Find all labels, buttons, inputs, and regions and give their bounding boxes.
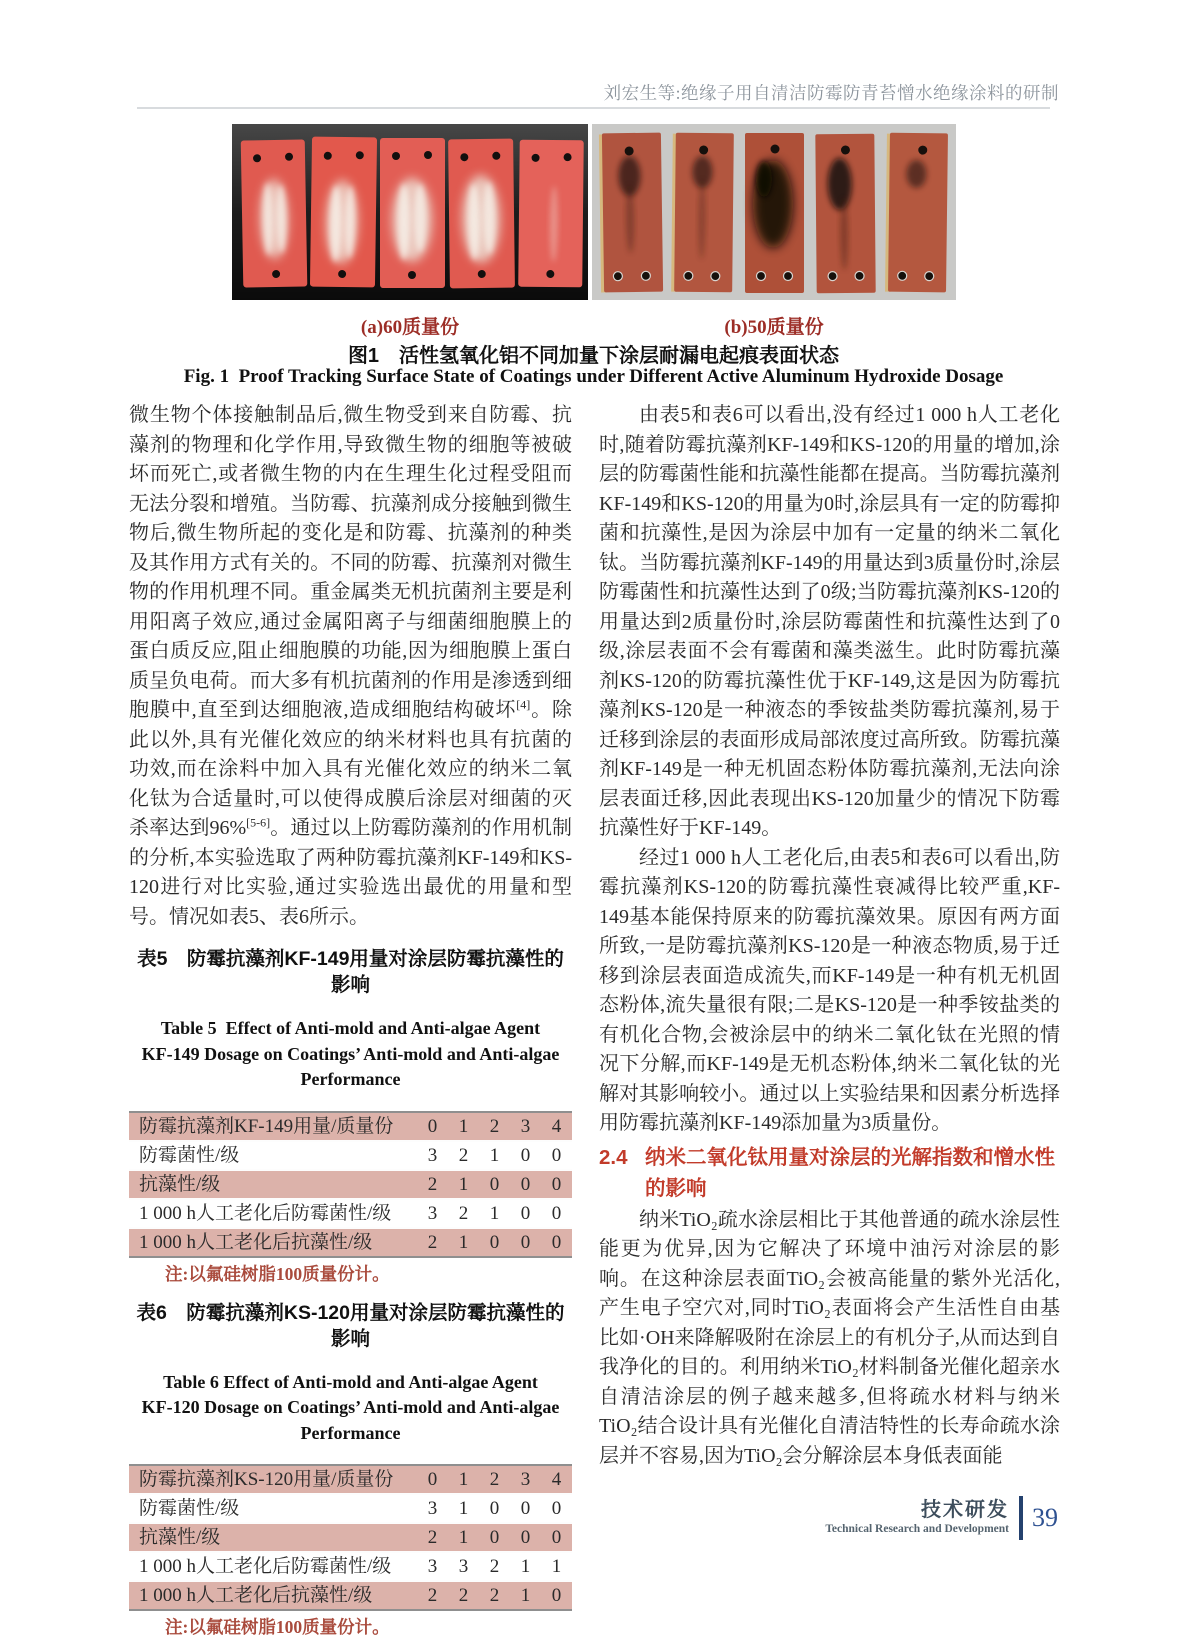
figure1-title-en: Fig. 1 Proof Tracking Surface State of Coatings under Different Active Aluminum Hydroxide Dosage: [183, 366, 1004, 387]
figure1-caption-a: (a)60质量份: [360, 317, 460, 338]
page-number: 39: [1032, 1503, 1058, 1532]
figure1-photo-b-image: [592, 124, 956, 300]
section-title: 纳米二氧化钛用量对涂层的光解指数和憎水性的影响: [645, 1145, 1055, 1200]
table6-note: 注:以氟硅树脂100质量份计。: [165, 1617, 390, 1637]
running-header: 刘宏生等:绝缘子用自清洁防霉防青苔憎水绝缘涂料的研制: [603, 83, 1059, 103]
table6-title-en: Table 6 Effect of Anti-mold and Anti-algae Agent KF-120 Dosage on Coatings’ Anti-mold and Anti-algae Performance: [141, 1371, 560, 1443]
right-column: [599, 401, 1060, 1471]
table-row: 抗藻性/级 2 1 0 0 0: [129, 1522, 572, 1551]
body-paragraph: 微生物个体接触制品后,微生物受到来自防霉、抗藻剂的物理和化学作用,导致微生物的细胞等被破坏而死亡,或者微生物的内在生理生化过程受阻而无法分裂和增殖。当防霉、抗藻剂成分接触到微生物后,微生物所起的变化是和防霉、抗藻剂的种类及其作用方式有关的。不同的防霉、抗藻剂对微生物的作用机理不同。重金属类无机抗菌剂主要是利用阳离子效应,通过金属阳离子与细菌细胞膜上的蛋白质反应,阻止细胞膜的功能,因为细胞膜上蛋白质呈负电荷。而大多有机抗菌剂的作用是渗透到细胞膜中,直至到达细胞液,造成细胞结构破坏[4]。除此以外,具有光催化效应的纳米材料也具有抗菌的功效,而在涂料中加入具有光催化效应的纳米二氧化钛为合适量时,可以使得成膜后涂层对细菌的灭杀率达到96%[5-6]。通过以上防霉防藻剂的作用机制的分析,本实验选取了两种防霉抗藻剂KF-149和KS-120进行对比实验,通过实验选出最优的用量和型号。情况如表5、表6所示。: [129, 404, 573, 928]
section-number: 2.4: [599, 1145, 628, 1169]
figure1-photo-a-image: [232, 124, 588, 300]
table6-title-cn: 表6 防霉抗藻剂KS-120用量对涂层防霉抗藻性的影响: [136, 1301, 565, 1350]
table-row: 防霉菌性/级 3 2 1 0 0: [129, 1140, 572, 1169]
footer-section-en: Technical Research and Development: [825, 1523, 1009, 1535]
page-footer: [825, 1496, 1058, 1540]
table5-title-cn: 表5 防霉抗藻剂KF-149用量对涂层防霉抗藻性的影响: [137, 948, 564, 996]
table-row: 抗藻性/级 2 1 0 0 0: [129, 1169, 572, 1198]
table5: [129, 1111, 572, 1258]
left-column: [129, 401, 572, 1639]
footer-divider-bar: [1019, 1496, 1023, 1540]
table-row: 1 000 h人工老化后防霉菌性/级 3 2 1 0 0: [129, 1198, 572, 1227]
body-paragraph: 经过1 000 h人工老化后,由表5和表6可以看出,防霉抗藻剂KS-120的防霉抗藻性衰减得比较严重,KF-149基本能保持原来的防霉抗藻效果。原因有两方面所致,一是防霉抗藻剂KS-120是一种液态物质,易于迁移到涂层表面造成流失,而KF-149是一种有机无机固态粉体,流失量很有限;二是KS-120是一种季铵盐类的有机化合物,会被涂层中的纳米二氧化钛在光照的情况下分解,而KF-149是无机态粉体,纳米二氧化钛的光解对其影响较小。通过以上实验结果和因素分析选择用防霉抗藻剂KF-149添加量为3质量份。: [599, 846, 1060, 1134]
body-paragraph: 纳米TiO₂疏水涂层相比于其他普通的疏水涂层性能更为优异,因为它解决了环境中油污对涂层的影响。在这种涂层表面TiO₂会被高能量的紫外光活化,产生电子空穴对,同时TiO₂表面将会产生活性自由基比如·OH来降解吸附在涂层上的有机分子,从而达到自我净化的目的。利用纳米TiO₂材料制备光催化超亲水自清洁涂层的例子越来越多,但将疏水材料与纳米TiO₂结合设计具有光催化自清洁特性的长寿命疏水涂层并不容易,因为TiO₂会分解涂层本身低表面能: [599, 1208, 1060, 1467]
table5-title-en: Table 5 Effect of Anti-mold and Anti-algae Agent KF-149 Dosage on Coatings’ Anti-mold and Anti-algae Performance: [141, 1018, 560, 1089]
table-row: 防霉抗藻剂KS-120用量/质量份 0 1 2 3 4: [129, 1466, 572, 1493]
header-divider: [137, 107, 1050, 109]
table-row: 1 000 h人工老化后防霉菌性/级 3 3 2 1 1: [129, 1551, 572, 1580]
section-heading-2-4: [599, 1142, 1060, 1204]
table-row: 防霉菌性/级 3 1 0 0 0: [129, 1493, 572, 1522]
table-row: 1 000 h人工老化后抗藻性/级 2 2 2 1 0: [129, 1580, 572, 1609]
footer-section-cn: 技术研发: [921, 1499, 1009, 1521]
table5-note: 注:以氟硅树脂100质量份计。: [165, 1263, 390, 1284]
table-row: 防霉抗藻剂KF-149用量/质量份 0 1 2 3 4: [129, 1113, 572, 1140]
figure1-caption-b: (b)50质量份: [724, 317, 824, 338]
table-row: 1 000 h人工老化后抗藻性/级 2 1 0 0 0: [129, 1227, 572, 1256]
body-paragraph: 由表5和表6可以看出,没有经过1 000 h人工老化时,随着防霉抗藻剂KF-149和KS-120的用量的增加,涂层的防霉菌性能和抗藻性能都在提高。当防霉抗藻剂KF-149和KS-120的用量为0时,涂层具有一定的防霉抑菌和抗藻性,是因为涂层中加有一定量的纳米二氧化钛。当防霉抗藻剂KF-149的用量达到3质量份时,涂层防霉菌性和抗藻性达到了0级;当防霉抗藻剂KS-120的用量达到2质量份时,涂层防霉菌性和抗藻性达到了0级,涂层表面不会有霉菌和藻类滋生。此时防霉抗藻剂KS-120的防霉抗藻性优于KF-149,这是因为防霉抗藻剂KS-120是一种液态的季铵盐类防霉抗藻剂,易于迁移到涂层的表面形成局部浓度过高所致。防霉抗藻剂KF-149是一种无机固态粉体防霉抗藻剂,无法向涂层表面迁移,因此表现出KS-120加量少的情况下防霉抗藻性好于KF-149。: [599, 404, 1060, 839]
table6: [129, 1464, 572, 1611]
figure1-title-cn: 图1 活性氢氧化铝不同加量下涂层耐漏电起痕表面状态: [347, 345, 840, 367]
